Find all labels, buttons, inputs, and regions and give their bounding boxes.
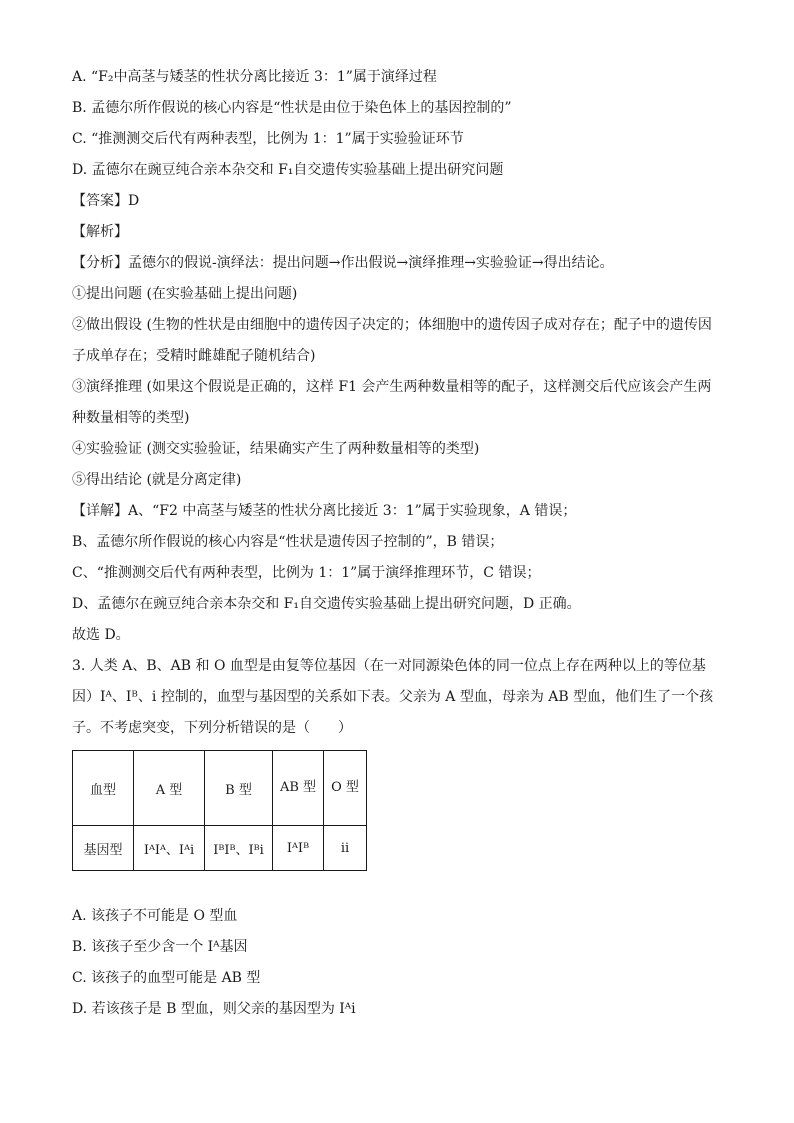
table-cell: IᴮIᴮ、Iᴮi bbox=[205, 826, 273, 871]
blood-type-table bbox=[72, 750, 367, 871]
q3-option-a: A. 该孩子不可能是 O 型血 bbox=[72, 908, 238, 924]
table-header-cell bbox=[273, 751, 324, 826]
question-3-stem: 3. 人类 A、B、AB 和 O 血型是由复等位基因（在一对同源染色体的同一位点上存在两种以上的等位基因）Iᴬ、Iᴮ、i 控制的，血型与基因型的关系如下表。父亲为 A 型血，母亲为 AB 型血，他们生了一个孩子。不考虑突变，下列分析错误的是（ ） bbox=[72, 658, 714, 736]
table-header-cell: B 型 bbox=[205, 751, 273, 826]
detail-b: B、孟德尔所作假说的核心内容是“性状是遗传因子控制的”，B 错误； bbox=[72, 534, 504, 550]
q3-options bbox=[72, 901, 722, 1025]
q3-option-b: B. 该孩子至少含一个 Iᴬ基因 bbox=[72, 939, 248, 955]
table-header-cell bbox=[324, 751, 367, 826]
table-cell: IᴬIᴬ、Iᴬi bbox=[134, 826, 205, 871]
analysis-step-4: ④实验验证 (测交实验验证，结果确实产生了两种数量相等的类型) bbox=[72, 441, 480, 457]
q2-option-d: D. 孟德尔在豌豆纯合亲本杂交和 F₁自交遗传实验基础上提出研究问题 bbox=[72, 162, 504, 178]
q2-option-b: B. 孟德尔所作假说的核心内容是“性状是由位于染色体上的基因控制的” bbox=[72, 100, 512, 116]
q2-options bbox=[72, 62, 722, 186]
table-header-cell-text: AB 型 bbox=[279, 780, 317, 795]
table-cell: IᴬIᴮ bbox=[273, 826, 324, 871]
detail-c: C、“推测测交后代有两种表型，比例为 1：1”属于演绎推理环节，C 错误； bbox=[72, 565, 541, 581]
table-header-row bbox=[73, 751, 367, 826]
analysis-block bbox=[72, 248, 722, 651]
table-row bbox=[73, 826, 367, 871]
analysis-step-5: ⑤得出结论 (就是分离定律) bbox=[72, 472, 242, 488]
final-choice: 故选 D。 bbox=[72, 627, 130, 643]
analysis-step-3: ③演绎推理 (如果这个假说是正确的，这样 F1 会产生两种数量相等的配子，这样测交后代应该会产生两种数量相等的类型) bbox=[72, 379, 712, 426]
table-cell: 基因型 bbox=[73, 826, 134, 871]
analysis-summary: 【分析】孟德尔的假说-演绎法：提出问题→作出假说→演绎推理→实验验证→得出结论。 bbox=[72, 255, 614, 271]
table-header-cell-text: O 型 bbox=[331, 780, 359, 795]
detail-d: D、孟德尔在豌豆纯合亲本杂交和 F₁自交遗传实验基础上提出研究问题，D 正确。 bbox=[72, 596, 581, 612]
table-cell: ii bbox=[324, 826, 367, 871]
q3-option-d: D. 若该孩子是 B 型血，则父亲的基因型为 Iᴬi bbox=[72, 1001, 356, 1017]
detail-a: 【详解】A、“F2 中高茎与矮茎的性状分离比接近 3：1”属于实验现象，A 错误； bbox=[72, 503, 577, 519]
analysis-heading: 【解析】 bbox=[72, 224, 128, 240]
table-header-cell: 血型 bbox=[73, 751, 134, 826]
document-page bbox=[72, 62, 722, 1025]
q3-option-c: C. 该孩子的血型可能是 AB 型 bbox=[72, 970, 261, 986]
q2-option-a: A. “F₂中高茎与矮茎的性状分离比接近 3：1”属于演绎过程 bbox=[72, 69, 437, 85]
analysis-step-1: ①提出问题 (在实验基础上提出问题) bbox=[72, 286, 298, 302]
table-header-cell: A 型 bbox=[134, 751, 205, 826]
answer-line: 【答案】D bbox=[72, 193, 140, 209]
q2-option-c: C. “推测测交后代有两种表型，比例为 1：1”属于实验验证环节 bbox=[72, 131, 464, 147]
analysis-step-2: ②做出假设 (生物的性状是由细胞中的遗传因子决定的；体细胞中的遗传因子成对存在；配子中的遗传因子成单存在；受精时雌雄配子随机结合) bbox=[72, 317, 712, 364]
